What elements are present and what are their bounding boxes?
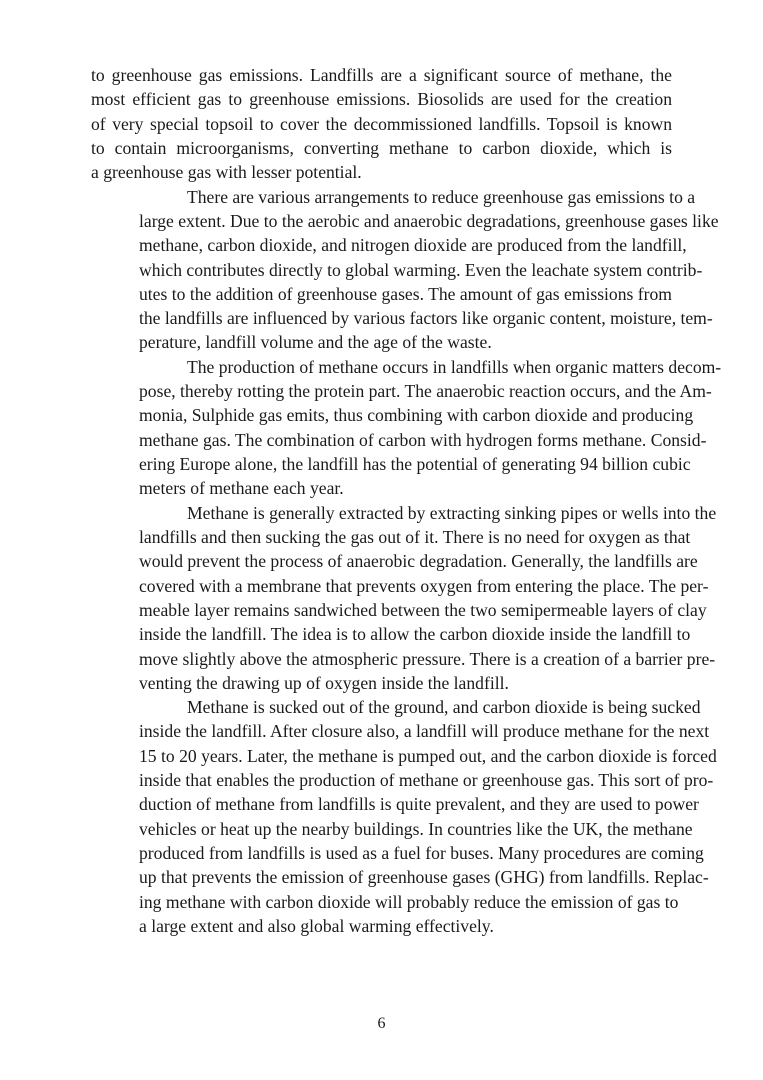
text-line: the landfills are influenced by various factors like organic content, moisture, tem- (139, 308, 713, 329)
text-line: inside the landfill. The idea is to allow the carbon dioxide inside the landfill to (139, 624, 691, 645)
text-line: to greenhouse gas emissions. Landfills are a significant source of methane, the (91, 65, 672, 85)
text-line: inside that enables the production of methane or greenhouse gas. This sort of pro- (139, 770, 714, 791)
text-line: venting the drawing up of oxygen inside the landfill. (139, 672, 509, 693)
text-line: Methane is generally extracted by extracting sinking pipes or wells into the (187, 502, 717, 523)
text-line: covered with a membrane that prevents oxygen from entering the place. The per- (139, 575, 709, 596)
text-line: ing methane with carbon dioxide will probably reduce the emission of gas to (139, 891, 679, 912)
text-line: 15 to 20 years. Later, the methane is pumped out, and the carbon dioxide is forced (139, 745, 717, 766)
paragraph (91, 185, 719, 355)
text-line: Methane is sucked out of the ground, and carbon dioxide is being sucked (187, 697, 701, 718)
text-line: vehicles or heat up the nearby buildings. In countries like the UK, the methane (139, 818, 693, 839)
text-line: landfills and then sucking the gas out of it. There is no need for oxygen as that (139, 526, 691, 547)
text-line: would prevent the process of anaerobic degradation. Generally, the landfills are (139, 551, 698, 572)
text-line: produced from landfills is used as a fuel for buses. Many procedures are coming (139, 843, 704, 863)
text-line: inside the landfill. After closure also, a landfill will produce methane for the next (139, 721, 710, 742)
text-line: of very special topsoil to cover the decommissioned landfills. Topsoil is known (91, 113, 672, 134)
text-line: most efficient gas to greenhouse emissions. Biosolids are used for the creation (91, 89, 672, 110)
text-line: utes to the addition of greenhouse gases. The amount of gas emissions from (139, 283, 672, 304)
text-line: to contain microorganisms, converting methane to carbon dioxide, which is (91, 137, 672, 158)
text-line: monia, Sulphide gas emits, thus combining with carbon dioxide and producing (139, 405, 694, 426)
text-line: large extent. Due to the aerobic and anaerobic degradations, greenhouse gases like (139, 210, 719, 231)
paragraph (91, 695, 717, 938)
text-line: up that prevents the emission of greenhouse gases (GHG) from landfills. Replac- (139, 867, 709, 888)
text-line: move slightly above the atmospheric pressure. There is a creation of a barrier pre- (139, 648, 716, 669)
text-line: There are various arrangements to reduce greenhouse gas emissions to a (187, 186, 696, 207)
text-line: methane gas. The combination of carbon with hydrogen forms methane. Consid- (139, 429, 707, 450)
text-line: pose, thereby rotting the protein part. The anaerobic reaction occurs, and the Am- (139, 381, 712, 402)
page-number: 6 (377, 1015, 386, 1032)
text-line: a greenhouse gas with lesser potential. (91, 162, 362, 183)
paragraph (91, 355, 722, 501)
text-line: ering Europe alone, the landfill has the potential of generating 94 billion cubic (139, 454, 691, 474)
paragraph (91, 501, 717, 696)
text-line: The production of methane occurs in landfills when organic matters decom- (187, 356, 722, 377)
text-line: a large extent and also global warming effectively. (139, 915, 494, 936)
text-line: meters of methane each year. (139, 478, 344, 499)
paragraph (91, 63, 672, 185)
body-text (91, 63, 722, 938)
text-line: methane, carbon dioxide, and nitrogen dioxide are produced from the landfill, (139, 235, 687, 256)
text-line: perature, landfill volume and the age of the waste. (139, 332, 492, 353)
text-line: duction of methane from landfills is quite prevalent, and they are used to power (139, 794, 699, 815)
text-line: which contributes directly to global warming. Even the leachate system contrib- (139, 259, 703, 280)
text-line: meable layer remains sandwiched between the two semipermeable layers of clay (139, 599, 707, 620)
